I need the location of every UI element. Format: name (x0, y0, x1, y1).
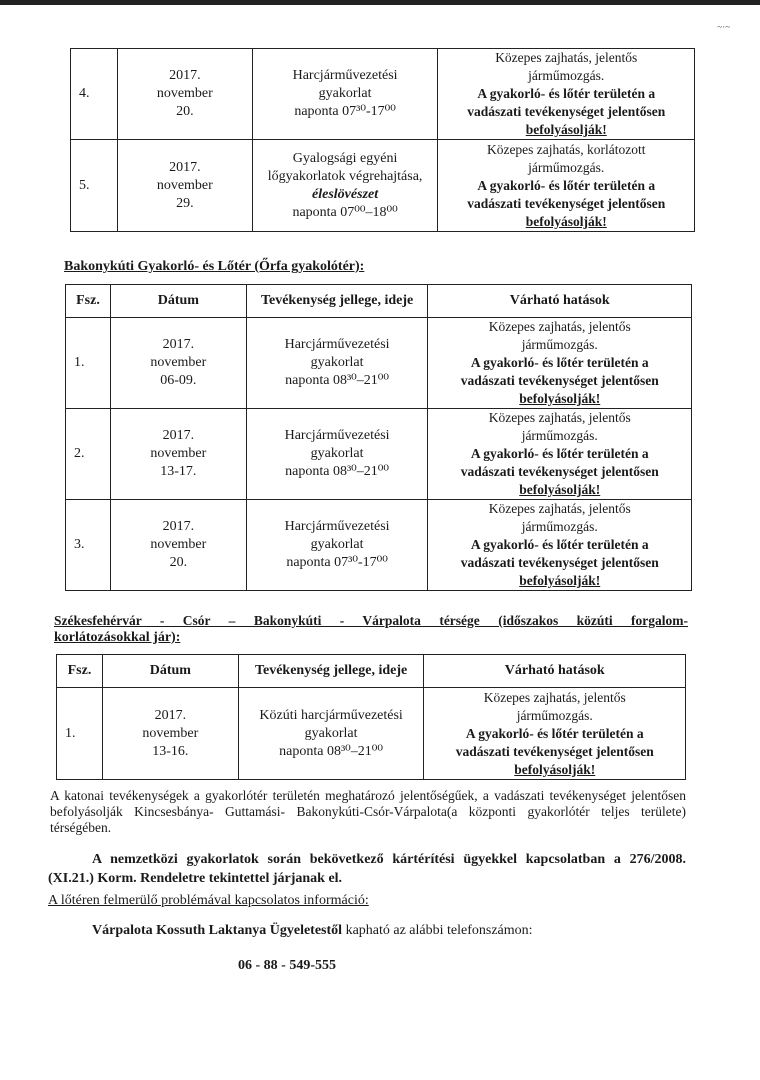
row-number: 2. (66, 409, 111, 500)
date-day: 13-17. (160, 464, 197, 479)
effect-plain: Közepes zajhatás, korlátozott (486, 141, 646, 157)
effect-bold: A gyakorló- és lőtér területén a (470, 355, 649, 370)
paragraph-military-activity: A katonai tevékenységek a gyakorlótér területén meghatározó jelentőségűek, a vadászati tevékenységet jelentősen befolyásolják Kincsesbánya- Guttamási- Bakonykúti-Csór-Várpalota(a központi gyakorlótér teljes területe) térségében. (50, 788, 686, 835)
row-effects (428, 500, 692, 591)
date-day: 13-16. (152, 743, 189, 759)
activity-line: Harcjárművezetési (284, 337, 390, 352)
row-date (110, 318, 246, 409)
effect-bold: vadászati tevékenységet jelentősen (455, 743, 654, 759)
row-effects (438, 140, 695, 232)
effect-bold: vadászati tevékenységet jelentősen (467, 195, 666, 211)
row-date (110, 500, 246, 591)
row-activity (252, 49, 438, 140)
table-row (66, 318, 692, 409)
contact-suffix: kapható az alábbi telefonszámon: (342, 923, 533, 938)
date-month: november (156, 86, 213, 101)
table-bakonykuti (65, 284, 692, 591)
activity-line: Harcjárművezetési (284, 519, 390, 534)
header-fsz: Fsz. (57, 655, 103, 688)
effect-bold: A gyakorló- és lőtér területén a (477, 177, 656, 193)
effect-plain: járműmozgás. (528, 68, 605, 83)
table-row (71, 49, 695, 140)
header-date: Dátum (110, 285, 246, 318)
date-month: november (150, 355, 207, 370)
effect-bold: vadászati tevékenységet jelentősen (467, 104, 666, 119)
table-continuation (70, 48, 695, 232)
effect-underlined: befolyásolják! (514, 761, 596, 777)
table-row (66, 409, 692, 500)
row-effects (428, 409, 692, 500)
effect-plain: járműmozgás. (521, 428, 598, 443)
row-effects (438, 49, 695, 140)
activity-line: gyakorlat (304, 725, 358, 741)
table-header-row (66, 285, 692, 318)
section-heading-bakonykuti: Bakonykúti Gyakorló- és Lőtér (Őrfa gyakolótér): (64, 259, 365, 274)
activity-italic: éleslövészet (312, 186, 379, 202)
effect-plain: járműmozgás. (521, 337, 598, 352)
date-month: november (156, 177, 213, 193)
header-effects: Várható hatások (428, 285, 692, 318)
activity-time: naponta 07⁰⁰–18⁰⁰ (292, 204, 398, 220)
effect-plain: Közepes zajhatás, jelentős (488, 319, 631, 334)
row-number: 5. (71, 140, 118, 232)
table-szekesfehervar (56, 654, 686, 780)
header-date: Dátum (102, 655, 238, 688)
corner-mark: ~·~ (717, 22, 730, 32)
activity-time: naponta 08³⁰–21⁰⁰ (285, 373, 390, 388)
date-month: november (150, 446, 207, 461)
header-effects: Várható hatások (424, 655, 686, 688)
activity-line: Harcjárművezetési (284, 428, 390, 443)
activity-line: Harcjárművezetési (292, 68, 398, 83)
effect-plain: Közepes zajhatás, jelentős (488, 501, 631, 516)
activity-line: lőgyakorlatok végrehajtása, (267, 168, 423, 184)
date-day: 20. (169, 555, 188, 570)
row-date (110, 409, 246, 500)
row-activity (252, 140, 438, 232)
contact-line (92, 923, 533, 939)
effect-bold: A gyakorló- és lőtér területén a (470, 537, 649, 552)
table-header-row (57, 655, 686, 688)
date-month: november (142, 725, 199, 741)
contact-phone[interactable]: 06 - 88 - 549-555 (238, 958, 336, 973)
page-top-edge (0, 0, 760, 5)
activity-time: naponta 08³⁰–21⁰⁰ (279, 743, 384, 759)
row-activity (238, 688, 424, 780)
info-heading: A lőtéren felmerülő problémával kapcsolatos információ: (48, 893, 369, 908)
activity-time: naponta 07³⁰-17⁰⁰ (294, 104, 396, 119)
effect-plain: Közepes zajhatás, jelentős (488, 410, 631, 425)
row-number: 1. (57, 688, 103, 780)
contact-office: Várpalota Kossuth Laktanya Ügyeletestől (92, 923, 343, 938)
heading-line: korlátozásokkal jár): (54, 630, 181, 645)
effect-bold: A gyakorló- és lőtér területén a (477, 86, 656, 101)
date-year: 2017. (169, 68, 201, 83)
date-month: november (150, 537, 207, 552)
effect-bold: A gyakorló- és lőtér területén a (465, 725, 644, 741)
effect-plain: Közepes zajhatás, jelentős (495, 50, 638, 65)
effect-plain: Közepes zajhatás, jelentős (483, 689, 626, 705)
row-activity (246, 409, 428, 500)
table-row (57, 688, 686, 780)
date-day: 06-09. (160, 373, 197, 388)
row-date (117, 49, 252, 140)
row-number: 3. (66, 500, 111, 591)
header-activity: Tevékenység jellege, ideje (246, 285, 428, 318)
activity-time: naponta 07³⁰-17⁰⁰ (286, 555, 388, 570)
row-number: 4. (71, 49, 118, 140)
paragraph-compensation: A nemzetközi gyakorlatok során bekövetkező kártérítési ügyekkel kapcsolatban a 276/2008. (XI.21.) Korm. Rendeletre tekintettel járjanak el. (48, 852, 686, 886)
date-day: 29. (176, 195, 194, 211)
row-activity (246, 500, 428, 591)
heading-line: Székesfehérvár - Csór – Bakonykúti - Várpalota térsége (időszakos közúti forgalom- (54, 613, 688, 628)
activity-time: naponta 08³⁰–21⁰⁰ (285, 464, 390, 479)
date-year: 2017. (154, 707, 187, 723)
row-date (102, 688, 238, 780)
date-year: 2017. (162, 337, 195, 352)
effect-bold: vadászati tevékenységet jelentősen (460, 555, 659, 570)
effect-plain: járműmozgás. (521, 519, 598, 534)
header-activity: Tevékenység jellege, ideje (238, 655, 424, 688)
row-effects (424, 688, 686, 780)
activity-line: gyakorlat (310, 355, 364, 370)
effect-plain: járműmozgás. (516, 707, 593, 723)
effect-bold: vadászati tevékenységet jelentősen (460, 464, 659, 479)
effect-underlined: befolyásolják! (519, 391, 601, 406)
table-row (66, 500, 692, 591)
date-year: 2017. (162, 519, 195, 534)
effect-underlined: befolyásolják! (525, 122, 607, 137)
date-year: 2017. (169, 159, 201, 175)
activity-line: gyakorlat (310, 446, 364, 461)
row-activity (246, 318, 428, 409)
row-number: 1. (66, 318, 111, 409)
date-year: 2017. (162, 428, 195, 443)
effect-plain: járműmozgás. (528, 159, 605, 175)
header-fsz: Fsz. (66, 285, 111, 318)
effect-bold: vadászati tevékenységet jelentősen (460, 373, 659, 388)
activity-line: Közúti harcjárművezetési (259, 707, 403, 723)
effect-underlined: befolyásolják! (525, 213, 607, 229)
section-heading-szekesfehervar (54, 612, 688, 646)
effect-underlined: befolyásolják! (519, 482, 601, 497)
date-day: 20. (176, 104, 194, 119)
row-date (117, 140, 252, 232)
activity-line: gyakorlat (318, 86, 372, 101)
table-row (71, 140, 695, 232)
effect-underlined: befolyásolják! (519, 573, 601, 588)
activity-line: gyakorlat (310, 537, 364, 552)
row-effects (428, 318, 692, 409)
effect-bold: A gyakorló- és lőtér területén a (470, 446, 649, 461)
activity-line: Gyalogsági egyéni (292, 150, 398, 166)
